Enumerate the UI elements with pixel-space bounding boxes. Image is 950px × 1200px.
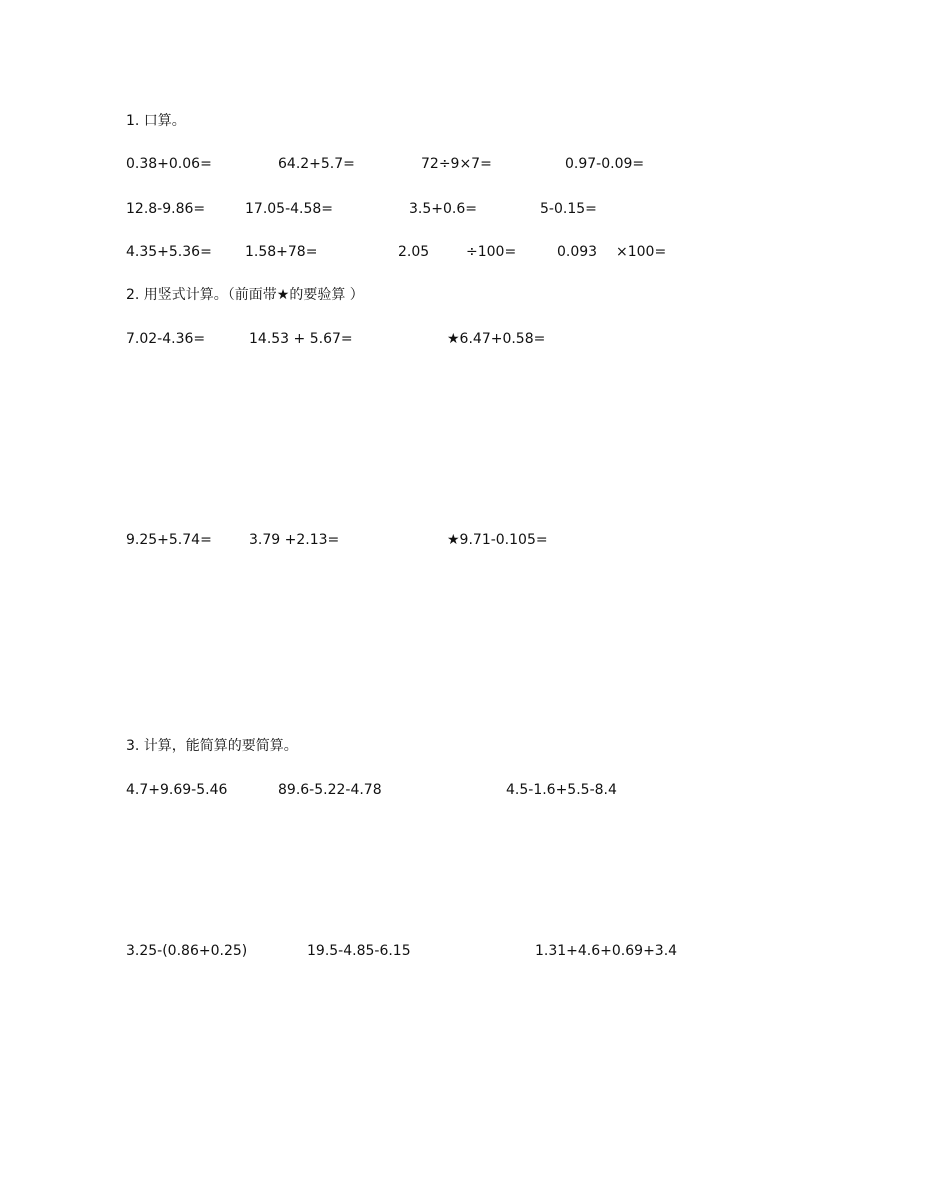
simplify-calc-item: 19.5-4.85-6.15 <box>307 943 411 959</box>
section3-title: 3. 计算，能简算的要简算。 <box>126 738 298 754</box>
mental-math-item: 12.8-9.86= <box>126 201 206 217</box>
vertical-calc-item-check: ★6.47+0.58= <box>447 331 546 347</box>
vertical-calc-item-check: ★9.71-0.105= <box>447 532 548 548</box>
mental-math-item: 1.58+78= <box>245 244 318 260</box>
simplify-calc-item: 3.25-(0.86+0.25) <box>126 943 248 959</box>
vertical-calc-item: 7.02-4.36= <box>126 331 206 347</box>
mental-math-item: 5-0.15= <box>540 201 597 217</box>
mental-math-item: 0.38+0.06= <box>126 156 212 172</box>
simplify-calc-item: 89.6-5.22-4.78 <box>278 782 382 798</box>
simplify-calc-item: 1.31+4.6+0.69+3.4 <box>535 943 678 959</box>
mental-math-item: 72÷9×7= <box>421 156 492 172</box>
vertical-calc-item: 3.79 +2.13= <box>249 532 340 548</box>
mental-math-item: 3.5+0.6= <box>409 201 477 217</box>
vertical-calc-item: 14.53 + 5.67= <box>249 331 353 347</box>
simplify-calc-item: 4.7+9.69-5.46 <box>126 782 228 798</box>
section1-title: 1. 口算。 <box>126 113 186 129</box>
mental-math-item: 0.97-0.09= <box>565 156 645 172</box>
simplify-calc-item: 4.5-1.6+5.5-8.4 <box>506 782 617 798</box>
mental-math-item: 17.05-4.58= <box>245 201 334 217</box>
mental-math-item: 64.2+5.7= <box>278 156 355 172</box>
mental-math-item: 4.35+5.36= <box>126 244 212 260</box>
mental-math-item-part: ÷100= <box>466 244 517 260</box>
section2-title: 2. 用竖式计算。（前面带★的要验算 ） <box>126 287 364 303</box>
vertical-calc-item: 9.25+5.74= <box>126 532 212 548</box>
mental-math-item-part: 0.093 <box>557 244 598 260</box>
mental-math-item-part: 2.05 <box>398 244 430 260</box>
mental-math-item-part: ×100= <box>616 244 667 260</box>
